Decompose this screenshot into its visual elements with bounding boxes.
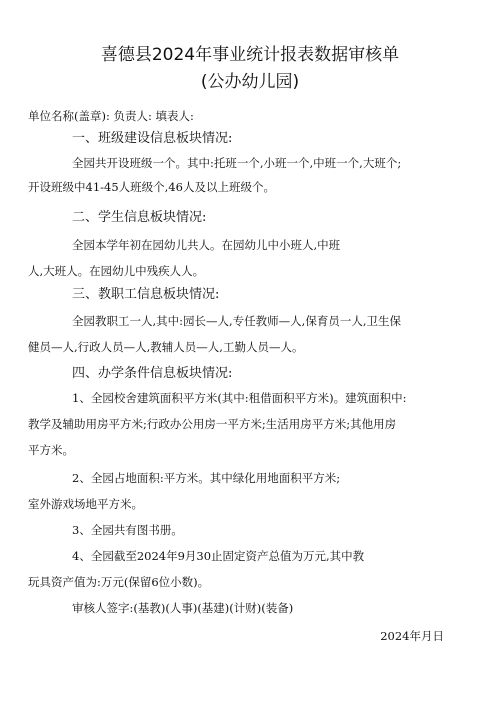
unit-header-line: 单位名称(盖章): 负责人: 填表人: (28, 109, 194, 123)
section-4-item-2-cont: 室外游戏场地平方米。 (28, 497, 143, 511)
section-2-paragraph-cont: 人,大班人。在园幼儿中残疾人人。 (28, 264, 205, 278)
section-3-paragraph: 全园教职工一人,其中:园长—人,专任教师—人,保育员一人,卫生保 (72, 314, 401, 328)
section-2-heading: 二、学生信息板块情况: (72, 210, 207, 225)
section-4-item-2: 2、全园占地面积:平方米。其中绿化用地面积平方米; (72, 471, 341, 485)
section-4-item-4: 4、全园截至2024年9月30止固定资产总值为万元,其中教 (72, 549, 365, 563)
section-1-paragraph-cont: 开设班级中41-45人班级个,46人及以上班级个。 (28, 180, 275, 194)
section-1-paragraph: 全园共开设班级一个。其中:托班一个,小班一个,中班一个,大班个; (72, 156, 402, 170)
section-4-item-4-cont: 玩具资产值为:万元(保留6位小数)。 (28, 575, 210, 589)
document-subtitle: (公办幼儿园) (200, 72, 300, 92)
section-4-item-1-cont-2: 平方米。 (28, 443, 74, 457)
reviewer-signature-line: 审核人签字:(基教)(人事)(基建)(计财)(装备) (72, 601, 294, 615)
section-1-heading: 一、班级建设信息板块情况: (72, 131, 233, 146)
section-3-heading: 三、教职工信息板块情况: (72, 287, 220, 302)
section-4-heading: 四、办学条件信息板块情况: (72, 366, 233, 381)
section-4-item-3: 3、全园共有图书册。 (72, 523, 183, 537)
section-2-paragraph: 全园本学年初在园幼儿共人。在园幼儿中小班人,中班 (72, 238, 341, 252)
date-line: 2024年月日 (380, 629, 444, 643)
section-3-paragraph-cont: 健员—人,行政人员—人,教辅人员—人,工勤人员—人。 (28, 340, 304, 354)
document-title: 喜德县2024年事业统计报表数据审核单 (100, 45, 400, 65)
section-4-item-1-cont: 教学及辅助用房平方米;行政办公用房一平方米;生活用房平方米;其他用房 (28, 417, 397, 431)
section-4-item-1: 1、全园校舍建筑面积平方米(其中:租借面积平方米)。建筑面积中: (72, 391, 407, 405)
